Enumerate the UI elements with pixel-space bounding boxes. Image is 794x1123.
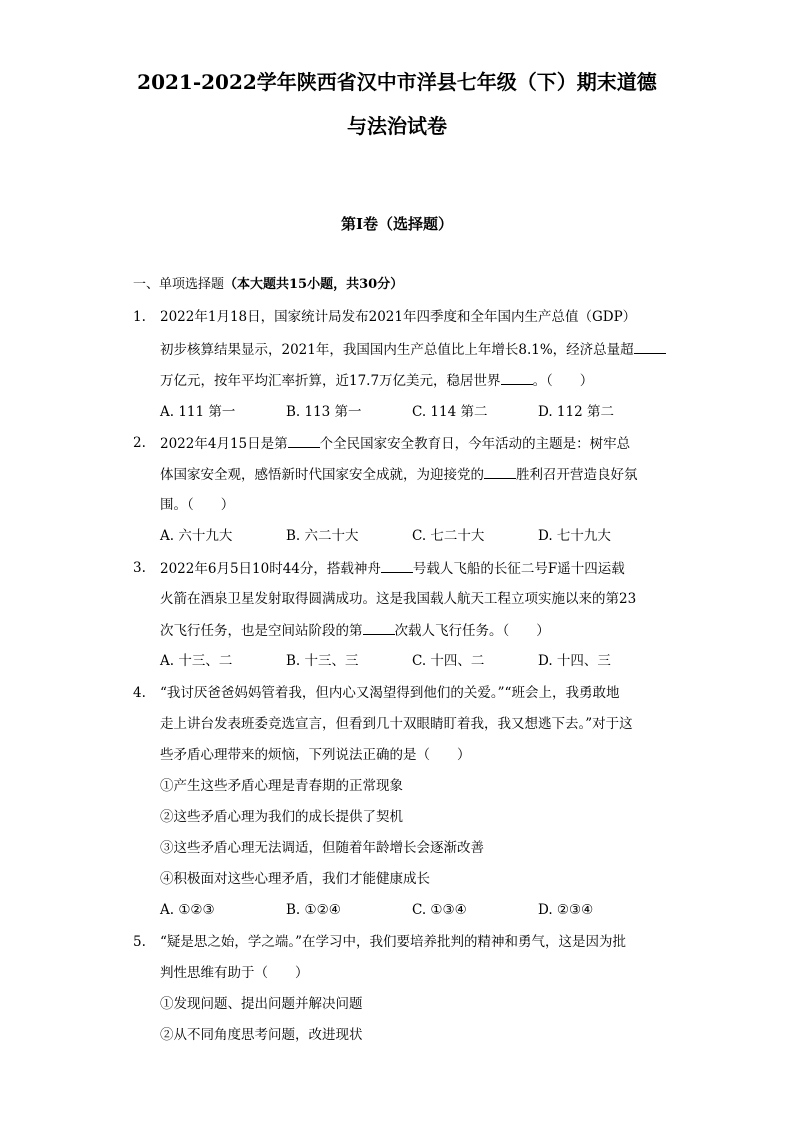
question-2-option-d: D. 七十九大 (538, 528, 611, 544)
document-title-line-1: 2021-2022学年陕西省汉中市洋县七年级（下）期末道德 (137, 70, 657, 94)
question-2-line-3: 围。（ ） (160, 497, 235, 513)
question-3-line-1 (160, 558, 625, 579)
question-4-option-a: A. ①②③ (160, 902, 215, 918)
question-3-option-d: D. 十四、三 (538, 653, 611, 669)
question-4-option-c: C. ①③④ (412, 902, 467, 918)
question-4-option-b: B. ①②④ (286, 902, 341, 918)
section-heading (133, 275, 403, 295)
question-4-line-1: “我讨厌爸爸妈妈管着我，但内心又渴望得到他们的关爱。”“班会上，我勇敢地 (160, 685, 620, 701)
question-5-statement-2: ②从不同角度思考问题，改进现状 (160, 1027, 363, 1043)
question-1-line-3a: 万亿元，按年平均汇率折算，近17.7万亿美元，稳居世界 (160, 373, 501, 389)
question-4-line-3: 些矛盾心理带来的烦恼，下列说法正确的是（ ） (160, 747, 471, 763)
question-2-line-2 (160, 464, 638, 485)
question-2-line-1b: 个全民国家安全教育日，今年活动的主题是：树牢总 (319, 436, 631, 452)
answer-blank (484, 464, 516, 479)
question-3-option-b: B. 十三、三 (286, 653, 359, 669)
question-1-option-a: A. 111 第一 (160, 404, 236, 420)
question-1-line-1: 2022年1月18日，国家统计局发布2021年四季度和全年国内生产总值（GDP） (160, 309, 637, 325)
question-5-line-1: “疑是思之始，学之端。”在学习中，我们要培养批判的精神和勇气，这是因为批 (160, 934, 627, 950)
question-5-number: 5. (133, 934, 146, 950)
document-title-line-2: 与法治试卷 (347, 114, 447, 138)
question-3-option-a: A. 十三、二 (160, 653, 233, 669)
question-2-line-2a: 体国家安全观，感悟新时代国家安全成就，为迎接党的 (160, 467, 484, 483)
question-1-line-2a: 初步核算结果显示，2021年，我国国内生产总值比上年增长8.1%，经济总量超 (160, 342, 634, 358)
question-4-statement-1: ①产生这些矛盾心理是青春期的正常现象 (160, 778, 403, 794)
question-3-line-3b: 次载人飞行任务。（ ） (394, 623, 550, 639)
question-5-line-2: 判性思维有助于（ ） (160, 965, 309, 981)
question-1-option-c: C. 114 第二 (412, 404, 488, 420)
part-heading: 第I卷（选择题） (340, 215, 454, 233)
question-2-line-1 (160, 433, 630, 454)
question-3-line-1a: 2022年6月5日10时44分，搭载神舟 (160, 561, 381, 577)
question-2-option-b: B. 六二十大 (286, 528, 359, 544)
question-2-option-a: A. 六十九大 (160, 528, 233, 544)
question-3-option-c: C. 十四、二 (412, 653, 485, 669)
question-1-line-3 (160, 370, 593, 391)
answer-blank (381, 558, 413, 573)
question-2-line-1a: 2022年4月15日是第 (160, 436, 288, 452)
answer-blank (363, 620, 395, 635)
question-4-number: 4. (133, 685, 146, 701)
question-5-statement-1: ①发现问题、提出问题并解决问题 (160, 996, 363, 1012)
answer-blank (634, 339, 666, 354)
question-4-statement-4: ④积极面对这些心理矛盾，我们才能健康成长 (160, 871, 430, 887)
question-1-line-3b: 。（ ） (532, 373, 594, 389)
question-2-number: 2. (133, 435, 146, 451)
question-2-line-2b: 胜利召开营造良好氛 (516, 467, 638, 483)
question-3-line-3 (160, 620, 550, 641)
question-1-number: 1. (133, 309, 146, 325)
question-1-option-b: B. 113 第一 (286, 404, 362, 420)
section-detail: （本大题共15小题，共30分） (224, 277, 404, 292)
question-3-line-1b: 号载人飞船的长征二号F遥十四运载 (412, 561, 625, 577)
question-3-number: 3. (133, 560, 146, 576)
question-3-line-3a: 次飞行任务，也是空间站阶段的第 (160, 623, 363, 639)
question-4-statement-2: ②这些矛盾心理为我们的成长提供了契机 (160, 809, 403, 825)
answer-blank (501, 370, 533, 385)
answer-blank (288, 433, 320, 448)
question-2-option-c: C. 七二十大 (412, 528, 485, 544)
question-4-line-2: 走上讲台发表班委竞选宣言，但看到几十双眼睛盯着我，我又想逃下去。”对于这 (160, 716, 633, 732)
question-3-line-2: 火箭在酒泉卫星发射取得圆满成功。这是我国载人航天工程立项实施以来的第23 (160, 591, 637, 607)
question-1-line-2 (160, 339, 666, 360)
question-1-option-d: D. 112 第二 (538, 404, 614, 420)
section-prefix: 一、单项选择题 (133, 277, 225, 292)
question-4-statement-3: ③这些矛盾心理无法调适，但随着年龄增长会逐渐改善 (160, 840, 484, 856)
question-4-option-d: D. ②③④ (538, 902, 594, 918)
